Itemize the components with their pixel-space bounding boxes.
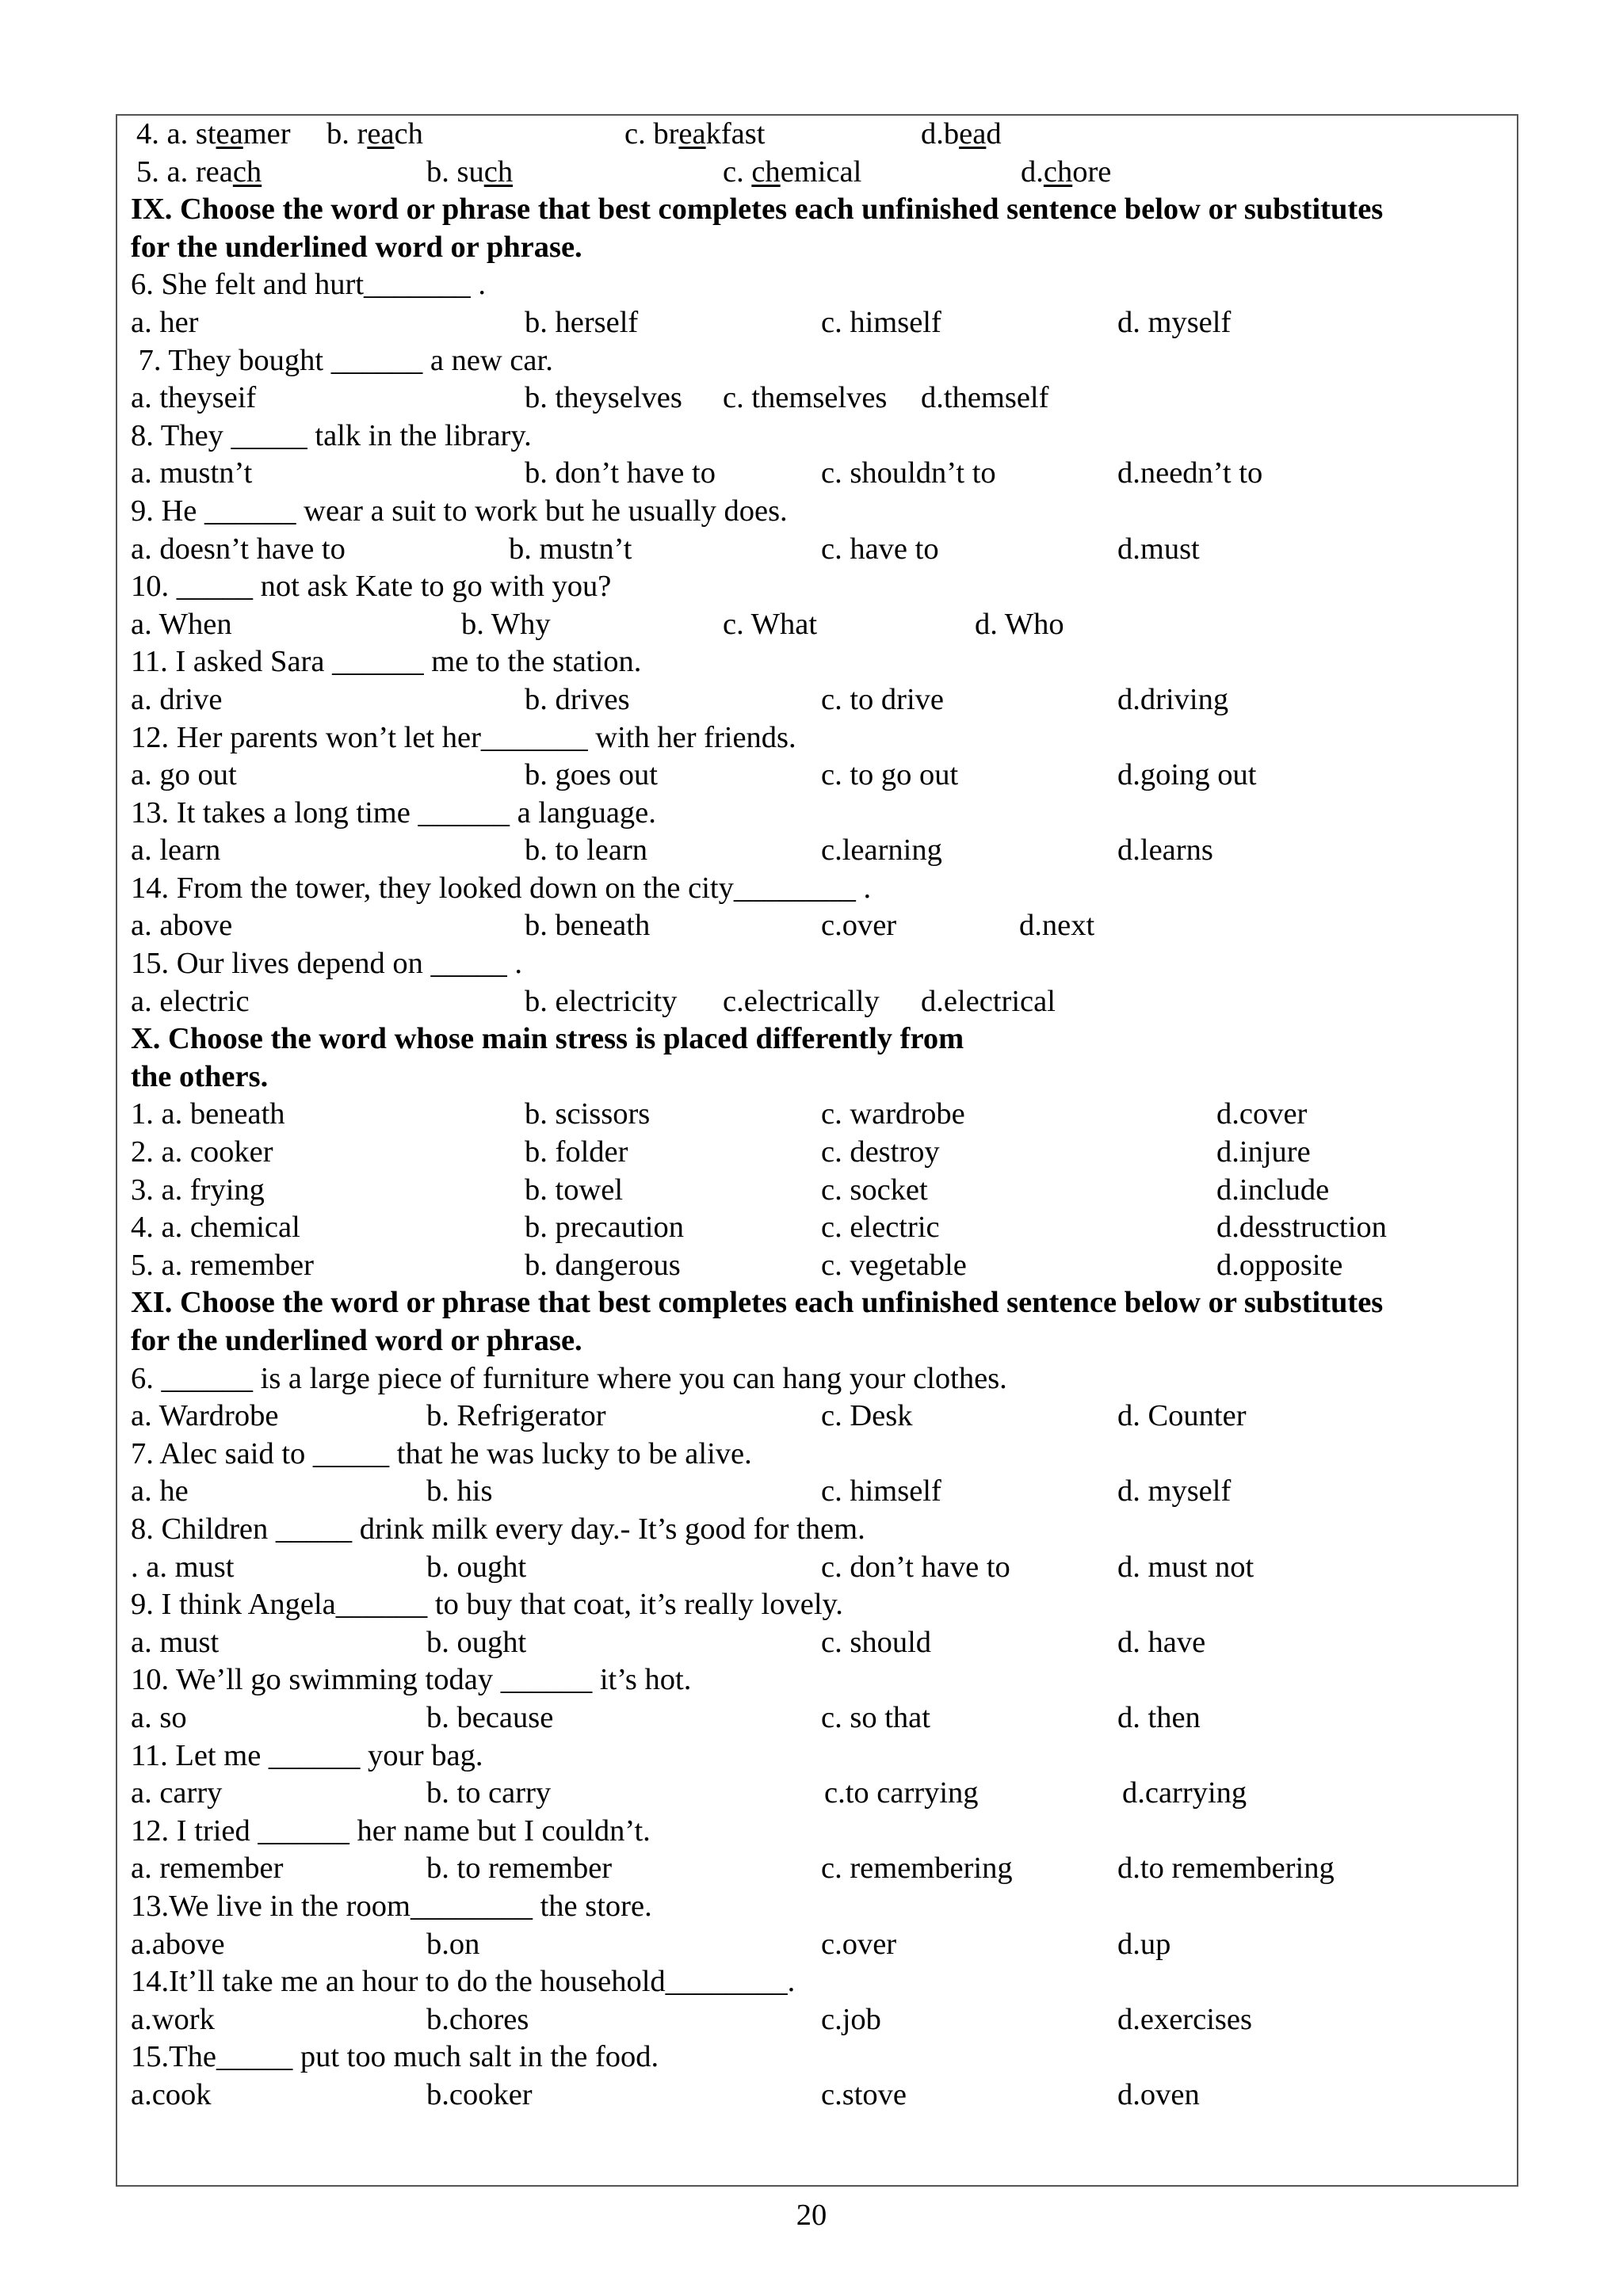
section-xi-questions bbox=[0, 1360, 1623, 2115]
answer-option: b. drives bbox=[525, 682, 630, 716]
question-stem bbox=[0, 342, 1623, 380]
answer-option: d.opposite bbox=[1216, 1248, 1343, 1282]
section-ix-heading: IX. Choose the word or phrase that best completes each unfinished sentence below or substitutes bbox=[131, 193, 1384, 227]
answer-option: c.to carrying bbox=[824, 1776, 979, 1810]
answer-option: d.themself bbox=[921, 381, 1049, 415]
answer-option: 3. a. frying bbox=[131, 1173, 265, 1207]
answer-options bbox=[0, 1473, 1623, 1511]
answer-option: b. mustn’t bbox=[509, 532, 632, 566]
answer-option: d.oven bbox=[1117, 2077, 1200, 2111]
answer-option: c. don’t have to bbox=[821, 1550, 1010, 1584]
page-number: 20 bbox=[796, 2199, 827, 2232]
answer-options bbox=[0, 983, 1623, 1021]
answer-option: a. carry bbox=[131, 1776, 223, 1810]
answer-option: d.cover bbox=[1216, 1097, 1308, 1131]
answer-option: b. his bbox=[426, 1474, 493, 1508]
stress-item bbox=[0, 1134, 1623, 1172]
answer-option: a. her bbox=[131, 305, 199, 339]
answer-option: b. don’t have to bbox=[525, 456, 716, 490]
answer-option: a.work bbox=[131, 2002, 215, 2036]
answer-option: c.job bbox=[821, 2002, 881, 2036]
answer-options bbox=[0, 606, 1623, 644]
answer-options bbox=[0, 531, 1623, 569]
answer-option: d. Counter bbox=[1117, 1399, 1247, 1433]
stress-item bbox=[0, 1209, 1623, 1247]
answer-option: b.on bbox=[426, 1927, 480, 1961]
option-d: d.chore bbox=[1021, 154, 1112, 189]
answer-option: d.going out bbox=[1117, 758, 1257, 792]
answer-options bbox=[0, 2077, 1623, 2115]
section-ix-questions bbox=[0, 266, 1623, 1020]
question-stem bbox=[0, 1360, 1623, 1398]
answer-option: b. ought bbox=[426, 1625, 527, 1659]
answer-option: a. learn bbox=[131, 833, 221, 868]
answer-option: 1. a. beneath bbox=[131, 1097, 285, 1131]
answer-option: b. because bbox=[426, 1700, 554, 1734]
pronunciation-item-4 bbox=[0, 116, 1623, 154]
answer-option: d.carrying bbox=[1122, 1776, 1247, 1810]
question-text: 10. _____ not ask Kate to go with you? bbox=[131, 570, 612, 604]
question-text: 7. They bought ______ a new car. bbox=[131, 343, 553, 377]
answer-option: a. mustn’t bbox=[131, 456, 253, 490]
answer-option: b. towel bbox=[525, 1173, 624, 1207]
answer-option: c. What bbox=[723, 607, 818, 641]
answer-option: c. have to bbox=[821, 532, 939, 566]
question-text: 13.We live in the room________ the store. bbox=[131, 1889, 652, 1923]
question-text: 8. They _____ talk in the library. bbox=[131, 418, 532, 452]
answer-option: b.chores bbox=[426, 2002, 529, 2036]
answer-option: . a. must bbox=[131, 1550, 235, 1584]
answer-option: d.exercises bbox=[1117, 2002, 1252, 2036]
answer-options bbox=[0, 1624, 1623, 1662]
answer-options bbox=[0, 2001, 1623, 2039]
question-text: 15. Our lives depend on _____ . bbox=[131, 947, 523, 981]
answer-option: a. he bbox=[131, 1474, 189, 1508]
answer-option: b. Refrigerator bbox=[426, 1399, 606, 1433]
stress-item bbox=[0, 1096, 1623, 1134]
answer-options bbox=[0, 304, 1623, 342]
answer-option: d.up bbox=[1117, 1927, 1171, 1961]
question-stem bbox=[0, 418, 1623, 456]
answer-option: c. to go out bbox=[821, 758, 959, 792]
question-stem bbox=[0, 795, 1623, 833]
answer-options bbox=[0, 1549, 1623, 1587]
answer-option: c. themselves bbox=[723, 381, 888, 415]
answer-option: b.cooker bbox=[426, 2077, 533, 2111]
answer-option: b. to learn bbox=[525, 833, 648, 868]
stress-item bbox=[0, 1247, 1623, 1285]
answer-option: a. drive bbox=[131, 682, 223, 716]
answer-options bbox=[0, 1850, 1623, 1888]
answer-option: d.needn’t to bbox=[1117, 456, 1263, 490]
question-stem bbox=[0, 945, 1623, 983]
answer-option: 4. a. chemical bbox=[131, 1211, 300, 1245]
answer-option: b. to remember bbox=[426, 1852, 613, 1886]
answer-options bbox=[0, 757, 1623, 795]
answer-option: b. dangerous bbox=[525, 1248, 681, 1282]
answer-option: b. Why bbox=[461, 607, 551, 641]
answer-option: a. theyseif bbox=[131, 381, 257, 415]
question-text: 12. Her parents won’t let her_______ with her friends. bbox=[131, 720, 796, 754]
question-stem bbox=[0, 266, 1623, 304]
answer-option: c.over bbox=[821, 1927, 897, 1961]
answer-option: d.desstruction bbox=[1216, 1211, 1387, 1245]
section-xi-heading: XI. Choose the word or phrase that best completes each unfinished sentence below or substitutes bbox=[131, 1286, 1384, 1320]
question-text: 14. From the tower, they looked down on the city________ . bbox=[131, 871, 872, 905]
answer-option: c.electrically bbox=[723, 984, 880, 1018]
answer-option: a. so bbox=[131, 1700, 187, 1734]
answer-option: b. electricity bbox=[525, 984, 678, 1018]
question-text: 12. I tried ______ her name but I couldn’t. bbox=[131, 1814, 651, 1848]
answer-option: d.electrical bbox=[921, 984, 1056, 1018]
question-text: 6. ______ is a large piece of furniture where you can hang your clothes. bbox=[131, 1361, 1007, 1395]
answer-options bbox=[0, 1775, 1623, 1813]
answer-option: d.to remembering bbox=[1117, 1852, 1335, 1886]
answer-options bbox=[0, 907, 1623, 945]
question-stem bbox=[0, 1511, 1623, 1549]
answer-option: d. have bbox=[1117, 1625, 1206, 1659]
answer-option: b. herself bbox=[525, 305, 639, 339]
answer-option: b. beneath bbox=[525, 909, 651, 943]
section-ix-heading-cont: for the underlined word or phrase. bbox=[131, 230, 582, 264]
answer-option: b. scissors bbox=[525, 1097, 651, 1131]
question-text: 10. We’ll go swimming today ______ it’s hot. bbox=[131, 1663, 692, 1697]
answer-option: d.injure bbox=[1216, 1135, 1311, 1169]
answer-option: b. ought bbox=[426, 1550, 527, 1584]
question-stem bbox=[0, 568, 1623, 606]
stress-item bbox=[0, 1172, 1623, 1210]
pronunciation-item-5 bbox=[0, 154, 1623, 192]
answer-option: 2. a. cooker bbox=[131, 1135, 273, 1169]
answer-option: d. must not bbox=[1117, 1550, 1254, 1584]
question-stem bbox=[0, 1813, 1623, 1851]
answer-options bbox=[0, 1926, 1623, 1964]
answer-options bbox=[0, 379, 1623, 418]
question-text: 14.It’ll take me an hour to do the household________. bbox=[131, 1965, 796, 1999]
answer-option: c. shouldn’t to bbox=[821, 456, 996, 490]
question-stem bbox=[0, 493, 1623, 531]
option-a: 4. a. steamer bbox=[136, 117, 291, 151]
answer-option: c. remembering bbox=[821, 1852, 1013, 1886]
answer-options bbox=[0, 1699, 1623, 1737]
question-text: 8. Children _____ drink milk every day.- It’s good for them. bbox=[131, 1512, 865, 1546]
answer-option: a.above bbox=[131, 1927, 225, 1961]
question-stem bbox=[0, 1661, 1623, 1699]
question-stem bbox=[0, 643, 1623, 681]
option-c: c. chemical bbox=[723, 154, 862, 189]
option-a: 5. a. reach bbox=[136, 154, 262, 189]
answer-option: c.over bbox=[821, 909, 897, 943]
answer-option: d.next bbox=[1019, 909, 1095, 943]
answer-option: b. precaution bbox=[525, 1211, 684, 1245]
answer-option: a. remember bbox=[131, 1852, 284, 1886]
question-text: 15.The_____ put too much salt in the food. bbox=[131, 2040, 659, 2074]
question-text: 11. I asked Sara ______ me to the station. bbox=[131, 645, 642, 679]
option-b: b. reach bbox=[327, 117, 423, 151]
answer-option: c. himself bbox=[821, 1474, 941, 1508]
option-c: c. breakfast bbox=[624, 117, 766, 151]
section-x-items bbox=[0, 1096, 1623, 1284]
answer-option: d. myself bbox=[1117, 305, 1232, 339]
answer-option: b. theyselves bbox=[525, 381, 682, 415]
question-stem bbox=[0, 1586, 1623, 1624]
answer-option: a. must bbox=[131, 1625, 220, 1659]
answer-option: c. to drive bbox=[821, 682, 945, 716]
question-text: 9. I think Angela______ to buy that coat, it’s really lovely. bbox=[131, 1588, 843, 1622]
answer-option: a. When bbox=[131, 607, 232, 641]
answer-option: d.driving bbox=[1117, 682, 1229, 716]
section-xi-heading-cont: for the underlined word or phrase. bbox=[131, 1324, 582, 1357]
answer-option: c. wardrobe bbox=[821, 1097, 965, 1131]
answer-option: b. goes out bbox=[525, 758, 658, 792]
section-x-heading-cont: the others. bbox=[131, 1059, 269, 1093]
answer-option: d.must bbox=[1117, 532, 1200, 566]
answer-option: d. myself bbox=[1117, 1474, 1232, 1508]
worksheet-content bbox=[0, 116, 1623, 2114]
answer-option: a. Wardrobe bbox=[131, 1399, 279, 1433]
question-stem bbox=[0, 719, 1623, 757]
answer-option: d.learns bbox=[1117, 833, 1213, 868]
question-text: 11. Let me ______ your bag. bbox=[131, 1738, 483, 1772]
question-stem bbox=[0, 1737, 1623, 1775]
answer-option: d. then bbox=[1117, 1700, 1201, 1734]
answer-option: c. should bbox=[821, 1625, 932, 1659]
answer-option: c. himself bbox=[821, 305, 941, 339]
answer-option: c.learning bbox=[821, 833, 942, 868]
answer-option: c. vegetable bbox=[821, 1248, 967, 1282]
answer-option: a. doesn’t have to bbox=[131, 532, 346, 566]
answer-option: c.stove bbox=[821, 2077, 907, 2111]
answer-option: a. above bbox=[131, 909, 233, 943]
answer-option: d. Who bbox=[975, 607, 1064, 641]
answer-options bbox=[0, 1398, 1623, 1436]
answer-option: c. destroy bbox=[821, 1135, 940, 1169]
answer-options bbox=[0, 832, 1623, 870]
answer-option: a. go out bbox=[131, 758, 237, 792]
question-text: 7. Alec said to _____ that he was lucky to be alive. bbox=[131, 1436, 752, 1470]
answer-option: a.cook bbox=[131, 2077, 212, 2111]
question-text: 13. It takes a long time ______ a language. bbox=[131, 795, 656, 830]
answer-options bbox=[0, 455, 1623, 493]
answer-option: b. folder bbox=[525, 1135, 628, 1169]
option-d: d.bead bbox=[921, 117, 1002, 151]
answer-option: d.include bbox=[1216, 1173, 1330, 1207]
answer-option: c. so that bbox=[821, 1700, 930, 1734]
answer-option: c. electric bbox=[821, 1211, 940, 1245]
question-stem bbox=[0, 870, 1623, 908]
answer-option: a. electric bbox=[131, 984, 250, 1018]
answer-option: b. to carry bbox=[426, 1776, 552, 1810]
question-stem bbox=[0, 1888, 1623, 1926]
answer-option: c. socket bbox=[821, 1173, 928, 1207]
option-b: b. such bbox=[426, 154, 514, 189]
question-stem bbox=[0, 1436, 1623, 1474]
question-stem bbox=[0, 1963, 1623, 2001]
question-text: 6. She felt and hurt_______ . bbox=[131, 268, 487, 302]
answer-option: 5. a. remember bbox=[131, 1248, 314, 1282]
section-x-heading: X. Choose the word whose main stress is placed differently from bbox=[131, 1022, 964, 1056]
answer-option: c. Desk bbox=[821, 1399, 913, 1433]
answer-options bbox=[0, 681, 1623, 719]
question-stem bbox=[0, 2039, 1623, 2077]
question-text: 9. He ______ wear a suit to work but he usually does. bbox=[131, 494, 788, 528]
